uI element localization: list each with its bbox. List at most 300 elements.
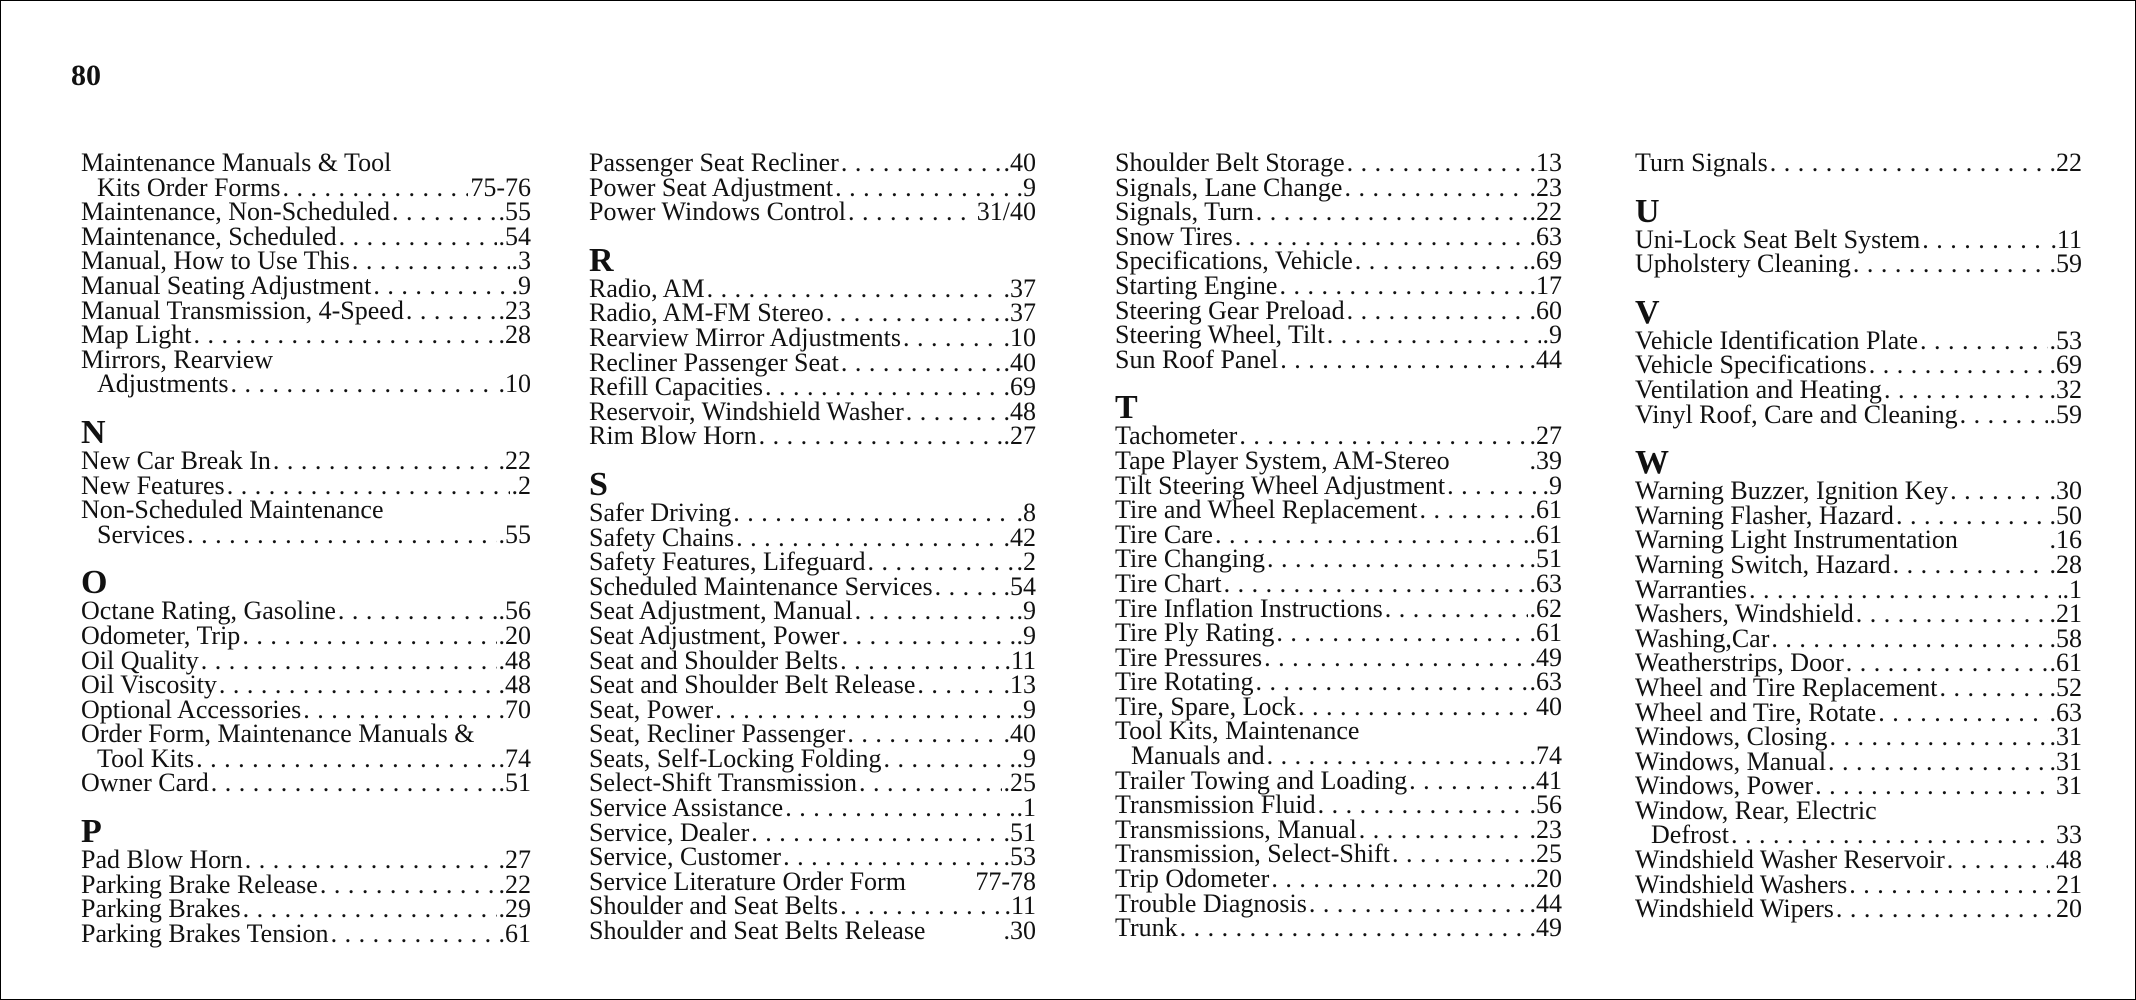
entry-page: .30 [2049, 476, 2082, 506]
entry-topic: Select-Shift Transmission [589, 768, 857, 798]
entry-topic: Tool Kits, Maintenance [1115, 716, 1360, 746]
entry-page: .27 [1003, 421, 1036, 451]
entry-topic: Parking Brakes [81, 894, 241, 924]
entry-topic: Turn Signals [1635, 148, 1768, 177]
entry-topic: Refill Capacities [589, 372, 764, 402]
index-section [1635, 148, 2082, 177]
entry-page: .22 [2049, 148, 2082, 177]
entry-page: .13 [1529, 148, 1562, 177]
entry-page: .48 [498, 645, 531, 675]
entry-page: 77-78 [975, 866, 1036, 896]
entry-topic: Safety Features, Lifeguard [589, 547, 866, 577]
dot-leader [1947, 848, 2048, 873]
index-entry [1115, 913, 1562, 943]
entry-page: .23 [1529, 814, 1562, 844]
entry-topic: Trailer Towing and Loading [1115, 765, 1408, 795]
entry-topic: Owner Card [81, 768, 209, 798]
entry-page: .49 [1529, 642, 1562, 672]
section-letter: O [81, 564, 108, 602]
entry-topic: Power Seat Adjustment [589, 172, 834, 202]
entry-page: .10 [498, 369, 531, 399]
entry-topic: Seat Adjustment, Power [589, 620, 840, 650]
entry-topic: Scheduled Maintenance Services [589, 571, 933, 601]
entry-page: .22 [498, 869, 531, 899]
entry-topic: Uni-Lock Seat Belt System [1635, 224, 1921, 254]
dot-leader [339, 225, 497, 250]
entry-topic: Tire Inflation Instructions [1115, 593, 1383, 623]
dot-leader [1893, 553, 2048, 578]
index-entry [589, 197, 1036, 227]
index-entry [81, 845, 531, 875]
entry-topic: Windshield Wipers [1635, 894, 1834, 924]
dot-leader [1280, 348, 1527, 373]
entry-page: 31 [2056, 771, 2082, 801]
entry-topic: Manual, How to Use This [81, 246, 350, 276]
entry-page: .61 [2049, 648, 2082, 678]
entry-topic: Odometer, Trip [81, 620, 241, 650]
entry-page: .54 [1003, 571, 1036, 601]
entry-page: .11 [1004, 891, 1036, 921]
entry-page: .9 [1016, 694, 1036, 724]
entry-topic: Safer Driving [589, 497, 732, 527]
entry-page: .40 [1003, 347, 1036, 377]
entry-topic: New Features [81, 470, 225, 500]
dot-leader [906, 400, 1002, 425]
dot-leader [1385, 597, 1528, 622]
entry-topic: Tire Chart [1115, 568, 1222, 598]
index-column-3 [1115, 148, 1562, 943]
index-entry [1115, 741, 1562, 771]
entry-topic: Transmission, Select-Shift [1115, 839, 1390, 869]
index-entry [589, 620, 1036, 650]
index-entry [589, 421, 1036, 451]
entry-topic: Seat Adjustment, Manual [589, 596, 853, 626]
entry-topic: Signals, Turn [1115, 197, 1254, 227]
dot-leader [1267, 547, 1528, 572]
entry-topic: Parking Brake Release [81, 869, 318, 899]
dot-leader [1271, 867, 1527, 892]
dot-leader [733, 501, 1014, 526]
entry-page: .23 [1529, 172, 1562, 202]
section-letter: U [1635, 192, 1660, 230]
entry-page: .51 [1529, 544, 1562, 574]
entry-page: .30 [1003, 916, 1036, 946]
entry-page: .62 [1529, 593, 1562, 623]
index-entry [81, 519, 531, 549]
entry-page: .3 [511, 246, 531, 276]
entry-topic: Tire and Wheel Replacement [1115, 495, 1418, 525]
index-entry [1635, 249, 2082, 279]
entry-page: .49 [1529, 913, 1562, 943]
dot-leader [1853, 252, 2048, 277]
entry-topic: Mirrors, Rearview [81, 344, 274, 374]
index-section [589, 243, 1036, 449]
entry-page: .69 [1003, 372, 1036, 402]
entry-page: .63 [1529, 568, 1562, 598]
entry-page: .56 [1529, 790, 1562, 820]
entry-topic: Rearview Mirror Adjustments [589, 322, 901, 352]
dot-leader [1447, 474, 1540, 499]
index-section [1635, 445, 2082, 922]
entry-page: .53 [1003, 842, 1036, 872]
dot-leader [1256, 200, 1528, 225]
index-entry [589, 497, 1036, 527]
entry-topic: Signals, Lane Change [1115, 172, 1343, 202]
dot-leader [1344, 176, 1527, 201]
entry-topic: Trip Odometer [1115, 864, 1270, 894]
index-entry [1635, 894, 2082, 924]
entry-page: .31 [2049, 746, 2082, 776]
entry-topic: Sun Roof Panel [1115, 344, 1279, 374]
section-letter: V [1635, 293, 1660, 331]
entry-page: .13 [1003, 670, 1036, 700]
entry-page: .48 [498, 670, 531, 700]
entry-page: .20 [498, 620, 531, 650]
entry-topic: Recliner Passenger Seat [589, 347, 839, 377]
dot-leader [211, 771, 497, 796]
index-section [81, 565, 531, 796]
entry-page: .39 [1529, 445, 1562, 475]
entry-page: .37 [1003, 273, 1036, 303]
dot-leader [1392, 842, 1528, 867]
entry-page: .27 [498, 845, 531, 875]
entry-page: .9 [1016, 743, 1036, 773]
entry-topic: Tire, Spare, Lock [1115, 691, 1297, 721]
dot-leader [1940, 676, 2048, 701]
entry-page: .51 [498, 768, 531, 798]
dot-leader [1920, 329, 2047, 354]
index-entry [589, 322, 1036, 352]
index-section [1635, 194, 2082, 277]
entry-page: .11 [2050, 224, 2082, 254]
entry-page: .48 [2049, 845, 2082, 875]
index-entry [1635, 399, 2082, 429]
entry-topic: Services [97, 519, 186, 549]
entry-page: .2 [1016, 547, 1036, 577]
dot-leader [406, 299, 497, 324]
entry-page: .48 [1003, 396, 1036, 426]
index-entry [589, 793, 1036, 823]
entry-topic: Windshield Washers [1635, 869, 1848, 899]
entry-topic: Trunk [1115, 913, 1178, 943]
entry-page: .28 [2049, 549, 2082, 579]
section-letter: S [589, 465, 608, 503]
dot-leader [1355, 249, 1528, 274]
entry-page: .21 [2049, 599, 2082, 629]
index-section [1635, 295, 2082, 427]
entry-topic: Starting Engine [1115, 270, 1278, 300]
entry-topic: Tire Rotating [1115, 667, 1254, 697]
entry-topic: Trouble Diagnosis [1115, 888, 1307, 918]
dot-leader [1849, 873, 2054, 898]
entry-page: .74 [1529, 741, 1562, 771]
dot-leader [392, 200, 496, 225]
entry-topic: Upholstery Cleaning [1635, 249, 1851, 279]
entry-page: .29 [498, 894, 531, 924]
entry-topic: Radio, AM-FM Stereo [589, 298, 824, 328]
entry-topic: Warning Flasher, Hazard [1635, 500, 1894, 530]
index-column-1 [81, 148, 531, 948]
entry-page: 20 [2056, 894, 2082, 924]
section-letter: P [81, 813, 102, 851]
entry-page: 33 [2056, 820, 2082, 850]
index-entry [1635, 374, 2082, 404]
entry-topic: Shoulder Belt Storage [1115, 148, 1345, 177]
entry-page: .25 [1003, 768, 1036, 798]
entry-topic: Tilt Steering Wheel Adjustment [1115, 470, 1446, 500]
entry-page: .17 [1529, 270, 1562, 300]
dot-leader [848, 200, 975, 225]
index-entry [81, 148, 531, 177]
dot-leader [1180, 916, 1528, 941]
dot-leader [1420, 498, 1528, 523]
entry-topic: Steering Gear Preload [1115, 295, 1345, 325]
dot-leader [352, 249, 510, 274]
dot-leader [187, 523, 496, 548]
entry-page: .22 [1529, 197, 1562, 227]
entry-topic: Tire Care [1115, 519, 1213, 549]
dot-leader [855, 599, 1015, 624]
entry-topic: Seat and Shoulder Belt Release [589, 670, 916, 700]
dot-leader [338, 599, 497, 624]
entry-page: .59 [2049, 249, 2082, 279]
dot-leader [1224, 572, 1528, 597]
index-entry [589, 670, 1036, 700]
index-entry [1115, 270, 1562, 300]
dot-leader [1960, 403, 2048, 428]
entry-page: .37 [1003, 298, 1036, 328]
entry-topic: Service, Dealer [589, 817, 750, 847]
entry-topic: Safety Chains [589, 522, 735, 552]
entry-page: .60 [1529, 295, 1562, 325]
entry-page: .55 [498, 197, 531, 227]
entry-topic: Order Form, Maintenance Manuals & [81, 719, 475, 749]
entry-topic: Pad Blow Horn [81, 845, 243, 875]
entry-topic: Map Light [81, 320, 192, 350]
entry-topic: Tire Ply Rating [1115, 618, 1275, 648]
entry-topic: Non-Scheduled Maintenance [81, 495, 384, 525]
entry-page: .51 [1003, 817, 1036, 847]
entry-topic: Snow Tires [1115, 221, 1233, 251]
entry-topic: Maintenance Manuals & Tool [81, 148, 392, 177]
entry-page: .54 [498, 221, 531, 251]
entry-topic: Service Assistance [589, 793, 784, 823]
index-entry [1115, 344, 1562, 374]
entry-topic: Oil Quality [81, 645, 199, 675]
entry-topic: Ventilation and Heating [1635, 374, 1882, 404]
dot-leader [245, 848, 497, 873]
entry-topic: Shoulder and Seat Belts [589, 891, 839, 921]
index-section [589, 467, 1036, 944]
dot-leader [373, 274, 509, 299]
entry-page: .63 [2049, 697, 2082, 727]
index-entry [81, 270, 531, 300]
dot-leader [751, 821, 1001, 846]
index-entry [81, 670, 531, 700]
entry-page: .40 [1003, 148, 1036, 177]
entry-topic: Windows, Manual [1635, 746, 1827, 776]
dot-leader [759, 424, 1002, 449]
entry-topic: Tachometer [1115, 421, 1238, 451]
entry-page: .31 [2049, 722, 2082, 752]
dot-leader [1878, 701, 2047, 726]
entry-topic: Transmission Fluid [1115, 790, 1316, 820]
entry-topic: Seat, Power [589, 694, 714, 724]
entry-page: .32 [2049, 374, 2082, 404]
entry-page: .59 [2049, 399, 2082, 429]
entry-topic: Weatherstrips, Door [1635, 648, 1844, 678]
entry-topic: Window, Rear, Electric [1635, 795, 1877, 825]
entry-page: .44 [1529, 344, 1562, 374]
entry-page: .8 [1016, 497, 1036, 527]
entry-topic: Parking Brakes Tension [81, 918, 329, 948]
entry-page: .20 [1529, 864, 1562, 894]
entry-topic: Defrost [1651, 820, 1729, 850]
index-entry [81, 445, 531, 475]
index-section [589, 148, 1036, 227]
dot-leader [1856, 602, 2048, 627]
entry-page: .9 [511, 270, 531, 300]
entry-topic: Service, Customer [589, 842, 782, 872]
page-number: 80 [71, 59, 101, 92]
dot-leader [331, 922, 497, 947]
entry-page: .16 [2049, 525, 2082, 555]
entry-topic: Seats, Self-Locking Folding [589, 743, 882, 773]
entry-topic: Tire Changing [1115, 544, 1265, 574]
index-section [81, 415, 531, 547]
entry-page: .9 [1542, 470, 1562, 500]
entry-page: .23 [498, 295, 531, 325]
dot-leader [883, 747, 1014, 772]
entry-topic: Vehicle Specifications [1635, 350, 1867, 380]
entry-page: .58 [2049, 623, 2082, 653]
index-entry [589, 148, 1036, 177]
entry-topic: Wheel and Tire Replacement [1635, 672, 1938, 702]
dot-leader [201, 649, 497, 674]
dot-leader [1830, 725, 2048, 750]
index-entry [81, 918, 531, 948]
dot-leader [230, 372, 496, 397]
dot-leader [1327, 323, 1541, 348]
entry-topic: Maintenance, Non-Scheduled [81, 197, 391, 227]
index-entry [1635, 549, 2082, 579]
entry-topic: Warning Light Instrumentation [1635, 525, 1958, 555]
entry-topic: Steering Wheel, Tilt [1115, 320, 1325, 350]
entry-page: .25 [1529, 839, 1562, 869]
dot-leader [1950, 479, 2047, 504]
index-entry [81, 369, 531, 399]
entry-page: .61 [1529, 495, 1562, 525]
entry-topic: Manual Seating Adjustment [81, 270, 372, 300]
dot-leader [1828, 750, 2047, 775]
dot-leader [903, 326, 1002, 351]
index-section [1115, 389, 1562, 943]
entry-page: 21 [2056, 869, 2082, 899]
entry-topic: Tape Player System, AM-Stereo [1115, 445, 1450, 475]
dot-leader [242, 624, 496, 649]
dot-leader [196, 747, 496, 772]
entry-topic: Tire Pressures [1115, 642, 1263, 672]
index-entry [81, 620, 531, 650]
entry-topic: Vinyl Roof, Care and Cleaning [1635, 399, 1958, 429]
entry-topic: Warranties [1635, 574, 1747, 604]
dot-leader [219, 673, 497, 698]
entry-page: .10 [1003, 322, 1036, 352]
entry-topic: Wheel and Tire, Rotate [1635, 697, 1877, 727]
dot-leader [1267, 744, 1528, 769]
dot-leader [320, 873, 497, 898]
dot-leader [859, 771, 1002, 796]
dot-leader [841, 351, 1002, 376]
entry-page: .52 [2049, 672, 2082, 702]
entry-topic: Seat, Recliner Passenger [589, 719, 846, 749]
entry-topic: Oil Viscosity [81, 670, 217, 700]
index-entry [1115, 888, 1562, 918]
entry-topic: Washing,Car [1635, 623, 1770, 653]
entry-topic: Passenger Seat Recliner [589, 148, 839, 177]
entry-topic: Manuals and [1131, 741, 1265, 771]
entry-topic: Octane Rating, Gasoline [81, 596, 336, 626]
entry-topic: Windows, Closing [1635, 722, 1828, 752]
dot-leader [273, 449, 497, 474]
entry-page: .41 [1529, 765, 1562, 795]
entry-topic: Windows, Power [1635, 771, 1814, 801]
entry-page: .9 [1016, 620, 1036, 650]
entry-page: .11 [1004, 645, 1036, 675]
index-entry [1115, 568, 1562, 598]
entry-topic: Specifications, Vehicle [1115, 246, 1353, 276]
entry-page: .9 [1016, 596, 1036, 626]
entry-topic: Transmissions, Manual [1115, 814, 1357, 844]
index-entry [1635, 845, 2082, 875]
entry-topic: Shoulder and Seat Belts Release [589, 916, 926, 946]
dot-leader [841, 151, 1002, 176]
entry-page: .22 [498, 445, 531, 475]
dot-leader [1347, 299, 1528, 324]
section-letter: N [81, 413, 106, 451]
index-entry [1635, 672, 2082, 702]
index-section [1115, 148, 1562, 374]
entry-page: 31/40 [976, 197, 1036, 227]
entry-topic: Windshield Washer Reservoir [1635, 845, 1945, 875]
entry-page: .63 [1529, 221, 1562, 251]
index-entry [1115, 148, 1562, 177]
index-column-2 [589, 148, 1036, 946]
entry-topic: Power Windows Control [589, 197, 847, 227]
index-entry [1115, 864, 1562, 894]
entry-page: .28 [498, 320, 531, 350]
entry-page: .42 [1003, 522, 1036, 552]
index-entry [1635, 722, 2082, 752]
entry-topic: Washers, Windshield [1635, 599, 1854, 629]
entry-topic: Optional Accessories [81, 694, 302, 724]
dot-leader [1922, 228, 2048, 253]
index-entry [1115, 445, 1562, 475]
entry-page: .9 [1016, 172, 1036, 202]
entry-page: .74 [498, 743, 531, 773]
index-section [81, 814, 531, 946]
entry-page: .1 [2062, 574, 2082, 604]
entry-page: .69 [2049, 350, 2082, 380]
entry-page: .50 [2049, 500, 2082, 530]
dot-leader [1884, 378, 2048, 403]
entry-topic: New Car Break In [81, 445, 271, 475]
index-entry [81, 768, 531, 798]
entry-page: .55 [498, 519, 531, 549]
dot-leader [1869, 353, 2048, 378]
index-entry [1635, 148, 2082, 177]
entry-page: .63 [1529, 667, 1562, 697]
